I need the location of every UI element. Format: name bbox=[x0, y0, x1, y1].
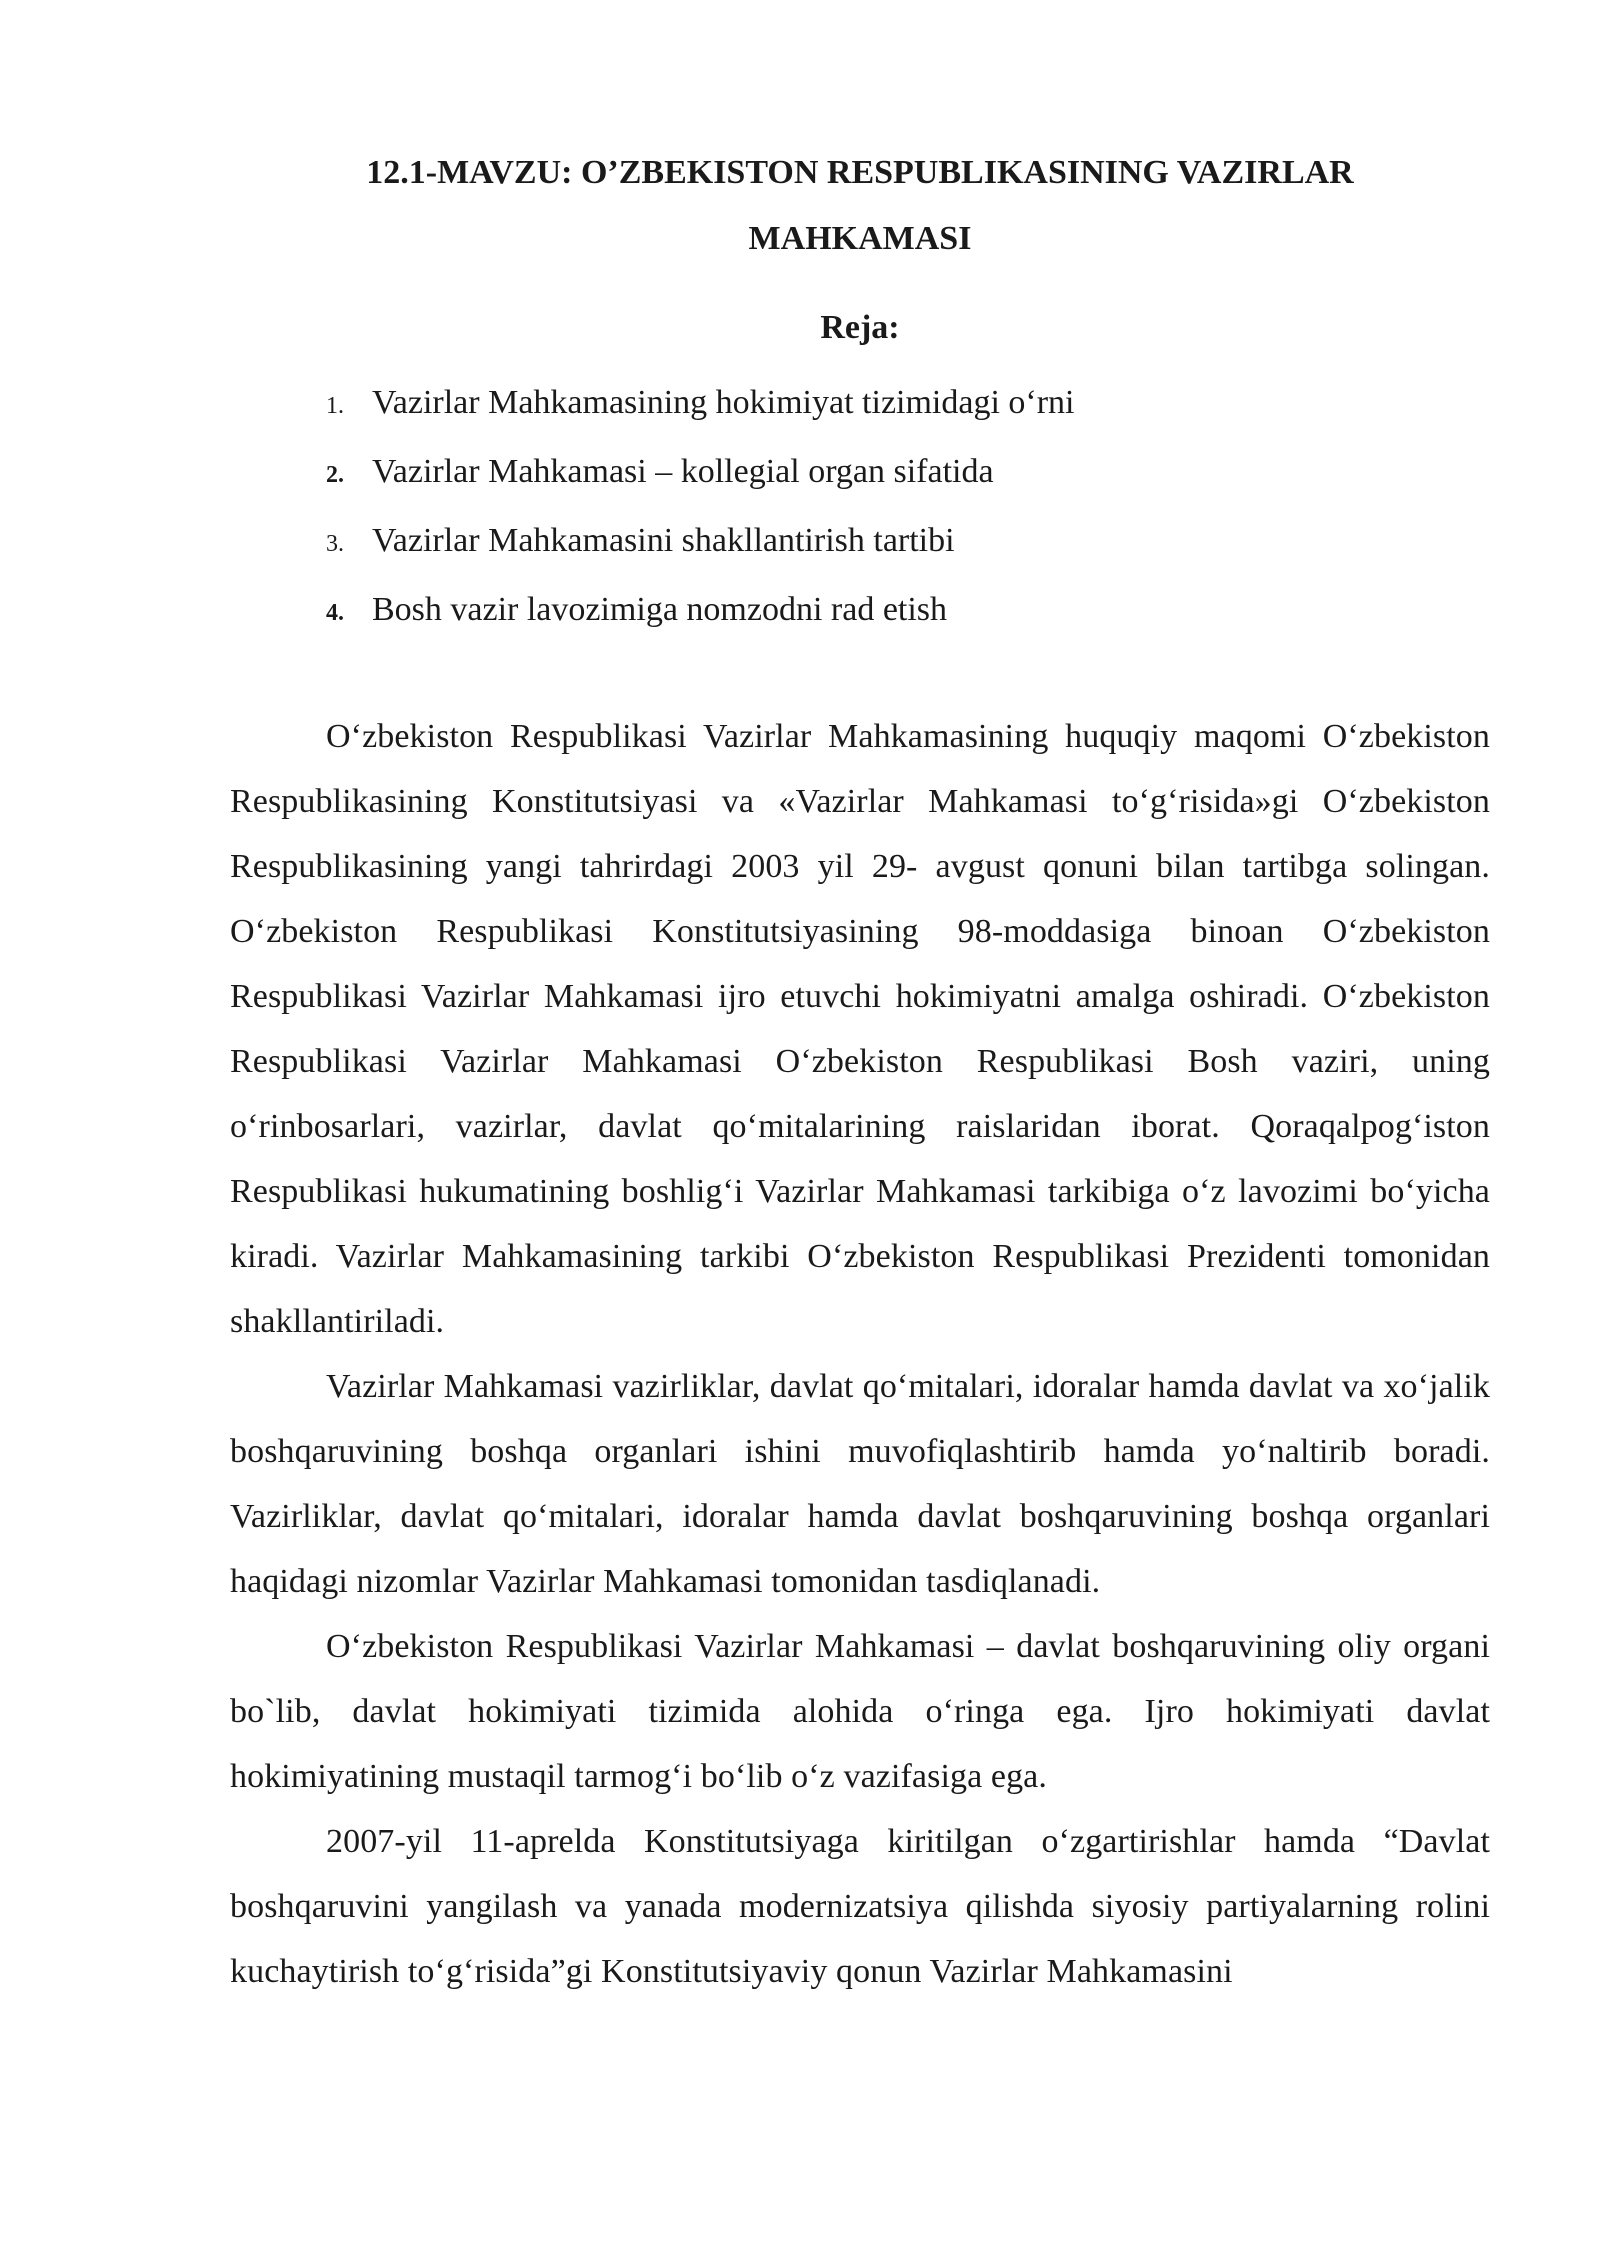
plan-item-number: 2. bbox=[326, 462, 344, 488]
plan-item-number: 3. bbox=[326, 531, 344, 557]
title-line-1: 12.1-MAVZU: O’ZBEKISTON RESPUBLIKASINING VAZIRLAR bbox=[366, 154, 1354, 191]
plan-item-number: 1. bbox=[326, 393, 344, 419]
plan-list bbox=[230, 370, 1490, 646]
plan-item-1 bbox=[326, 370, 1490, 439]
plan-item-text: Bosh vazir lavozimiga nomzodni rad etish bbox=[372, 591, 948, 628]
plan-item-4 bbox=[326, 577, 1490, 646]
title-line-2: MAHKAMASI bbox=[748, 220, 972, 257]
document-title bbox=[230, 140, 1490, 272]
body-paragraph-3: O‘zbekiston Respublikasi Vazirlar Mahkamasi – davlat boshqaruvining oliy organi bo`lib, davlat hokimiyati tizimida alohida o‘ringa ega. Ijro hokimiyati davlat hokimiyatining mustaqil tarmog‘i bo‘lib o‘z vazifasiga ega. bbox=[230, 1628, 1490, 1795]
plan-item-text: Vazirlar Mahkamasi – kollegial organ sifatida bbox=[372, 453, 994, 490]
plan-item-3 bbox=[326, 508, 1490, 577]
plan-item-2 bbox=[326, 439, 1490, 508]
plan-item-number: 4. bbox=[326, 600, 344, 626]
body-paragraph-2: Vazirlar Mahkamasi vazirliklar, davlat qo‘mitalari, idoralar hamda davlat va xo‘jalik boshqaruvining boshqa organlari ishini muvofiqlashtirib hamda yo‘naltirib boradi. Vazirliklar, davlat qo‘mitalari, idoralar hamda davlat boshqaruvining boshqa organlari haqidagi nizomlar Vazirlar Mahkamasi tomonidan tasdiqlanadi. bbox=[230, 1368, 1490, 1600]
plan-item-text: Vazirlar Mahkamasining hokimiyat tizimidagi o‘rni bbox=[372, 384, 1075, 421]
plan-heading: Reja: bbox=[820, 309, 900, 346]
plan-item-text: Vazirlar Mahkamasini shakllantirish tartibi bbox=[372, 522, 955, 559]
body-paragraph-1: O‘zbekiston Respublikasi Vazirlar Mahkamasining huquqiy maqomi O‘zbekiston Respublikasining Konstitutsiyasi va «Vazirlar Mahkamasi to‘g‘risida»gi O‘zbekiston Respublikasining yangi tahrirdagi 2003 yil 29- avgust qonuni bilan tartibga solingan. O‘zbekiston Respublikasi Konstitutsiyasining 98-moddasiga binoan O‘zbekiston Respublikasi Vazirlar Mahkamasi ijro etuvchi hokimiyatni amalga oshiradi. O‘zbekiston Respublikasi Vazirlar Mahkamasi O‘zbekiston Respublikasi Bosh vaziri, uning o‘rinbosarlari, vazirlar, davlat qo‘mitalarining raislaridan iborat. Qoraqalpog‘iston Respublikasi hukumatining boshlig‘i Vazirlar Mahkamasi tarkibiga o‘z lavozimi bo‘yicha kiradi. Vazirlar Mahkamasining tarkibi O‘zbekiston Respublikasi Prezidenti tomonidan shakllantiriladi. bbox=[230, 718, 1490, 1340]
body-paragraph-4: 2007-yil 11-aprelda Konstitutsiyaga kiritilgan o‘zgartirishlar hamda “Davlat boshqaruvini yangilash va yanada modernizatsiya qilishda siyosiy partiyalarning rolini kuchaytirish to‘g‘risida”gi Konstitutsiyaviy qonun Vazirlar Mahkamasini bbox=[230, 1823, 1490, 1990]
document-page bbox=[230, 140, 1490, 2004]
